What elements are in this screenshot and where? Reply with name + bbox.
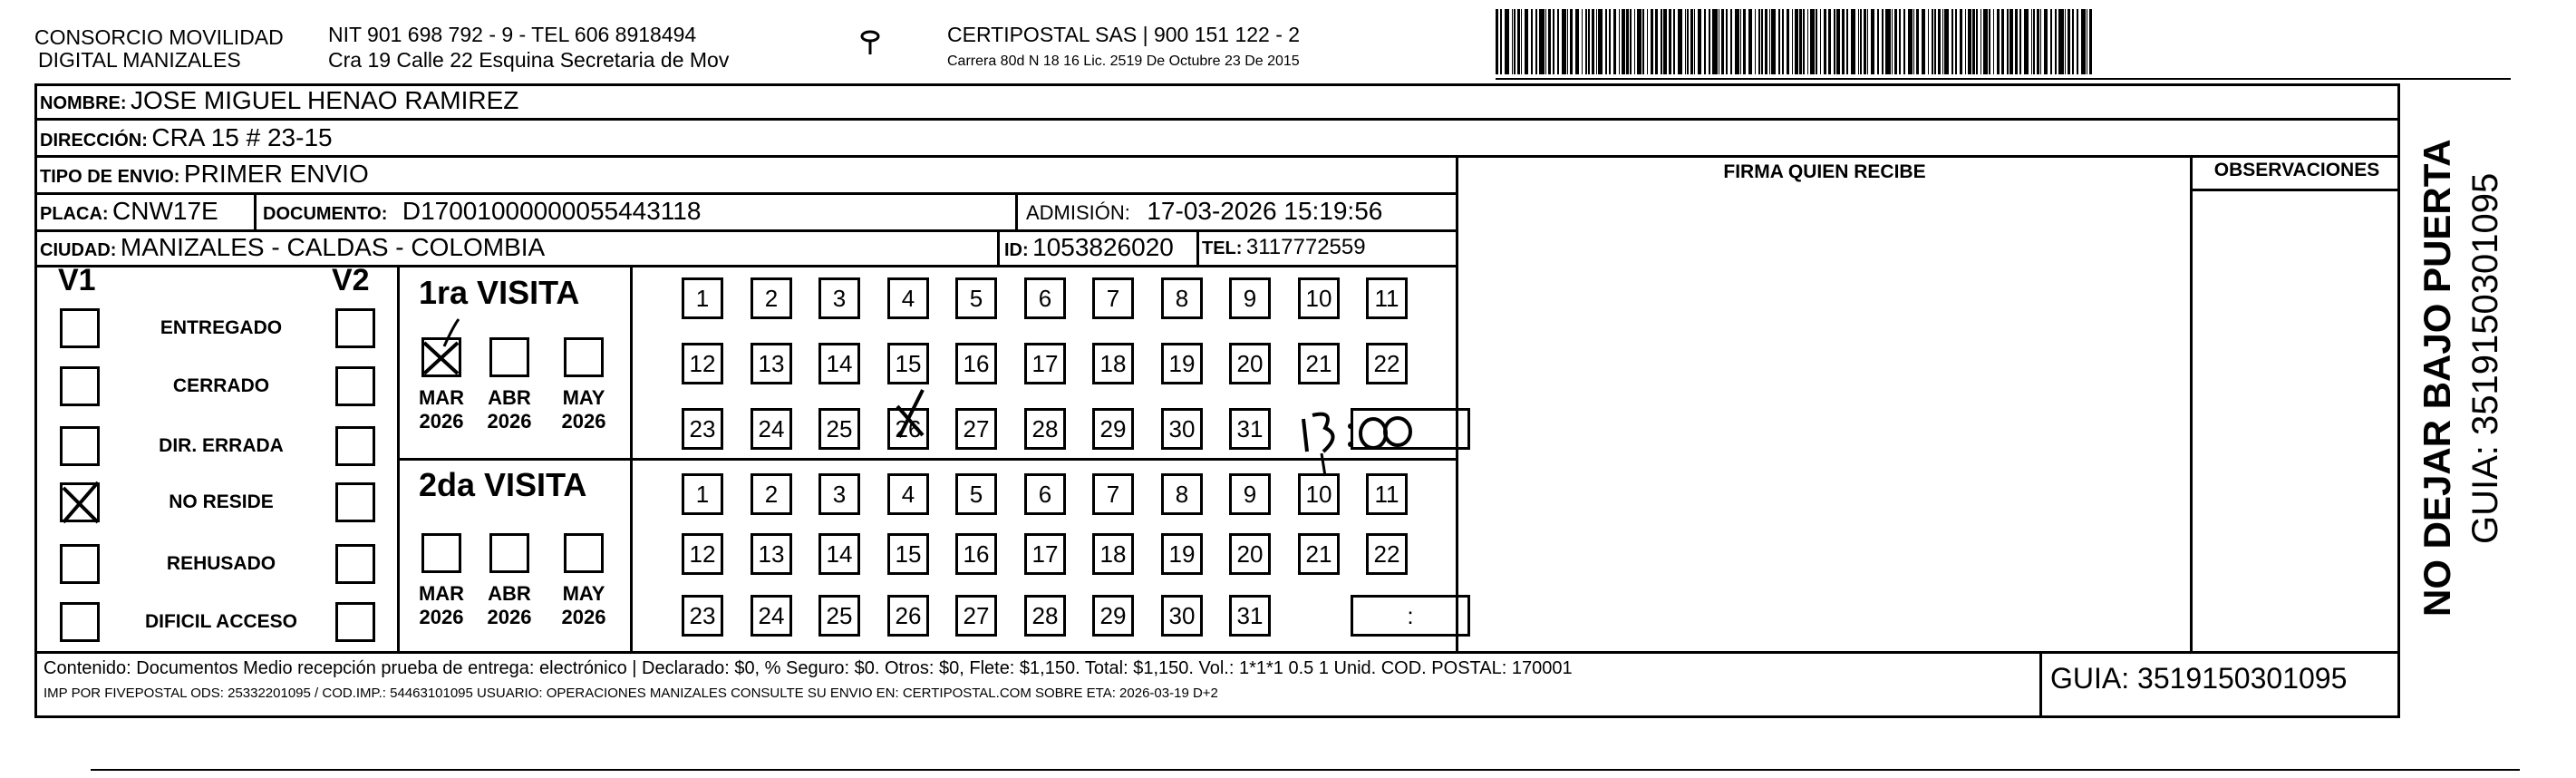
day-box[interactable]: 31 <box>1229 595 1271 637</box>
tipo-label: TIPO DE ENVIO: <box>40 167 180 187</box>
tel-label: TEL: <box>1202 238 1243 258</box>
day-box[interactable]: 2 <box>751 277 792 319</box>
day-box[interactable]: 10 <box>1298 277 1340 319</box>
day-box[interactable]: 22 <box>1366 533 1408 575</box>
company-name-line2: DIGITAL MANIZALES <box>38 48 241 72</box>
day-box[interactable]: 11 <box>1366 277 1408 319</box>
day-box[interactable]: 31 <box>1229 408 1271 450</box>
status-label: CERRADO <box>172 375 270 396</box>
month-name: MAR <box>418 582 465 605</box>
no-dejar-warning: NO DEJAR BAJO PUERTA <box>2416 139 2458 617</box>
day-box[interactable]: 20 <box>1229 533 1271 575</box>
month-name: MAY <box>562 386 605 409</box>
day-box[interactable]: 26 <box>887 595 929 637</box>
documento-value: D17001000000055443118 <box>402 197 702 225</box>
status-label: DIR. ERRADA <box>159 435 284 456</box>
day-box[interactable]: 11 <box>1366 473 1408 515</box>
day-box[interactable]: 14 <box>818 343 860 384</box>
month-year: 2026 <box>561 410 606 433</box>
admision-value: 17-03-2026 15:19:56 <box>1147 197 1383 225</box>
status-label: ENTREGADO <box>160 317 283 338</box>
day-box[interactable]: 12 <box>682 533 723 575</box>
day-box[interactable]: 13 <box>751 343 792 384</box>
handwritten-time <box>1303 414 1410 476</box>
month-name: ABR <box>488 582 531 605</box>
status-label: DIFICIL ACCESO <box>144 611 297 632</box>
company-name-line1: CONSORCIO MOVILIDAD <box>34 25 284 49</box>
placa-value: CNW17E <box>112 197 218 225</box>
firma-header: FIRMA QUIEN RECIBE <box>1723 161 1926 182</box>
day-box[interactable]: 8 <box>1161 473 1203 515</box>
v1-header: V1 <box>58 263 96 297</box>
month-year: 2026 <box>419 606 464 628</box>
bottom-rule <box>91 769 2520 771</box>
day-box[interactable]: 21 <box>1298 533 1340 575</box>
day-box[interactable]: 27 <box>955 408 997 450</box>
admision-label: ADMISIÓN: <box>1026 201 1130 224</box>
day-box[interactable]: 30 <box>1161 595 1203 637</box>
day-box[interactable]: 28 <box>1024 595 1066 637</box>
month-year: 2026 <box>487 410 532 433</box>
day-box[interactable]: 4 <box>887 473 929 515</box>
v2-header: V2 <box>332 263 370 297</box>
day-box[interactable]: 1 <box>682 473 723 515</box>
day-box[interactable]: 9 <box>1229 473 1271 515</box>
day-box[interactable]: 30 <box>1161 408 1203 450</box>
day-box[interactable]: 5 <box>955 277 997 319</box>
visit2-title: 2da VISITA <box>419 466 587 503</box>
direccion-value: CRA 15 # 23-15 <box>151 123 333 151</box>
nombre-label: NOMBRE: <box>40 93 127 113</box>
day-box[interactable]: 29 <box>1092 408 1134 450</box>
day-box[interactable]: 10 <box>1298 473 1340 515</box>
day-box[interactable]: 7 <box>1092 473 1134 515</box>
documento-label: DOCUMENTO: <box>263 204 388 224</box>
day-box[interactable]: 3 <box>818 473 860 515</box>
ciudad-label: CIUDAD: <box>40 240 117 260</box>
check-mark-icon <box>63 482 98 522</box>
day-box[interactable]: 13 <box>751 533 792 575</box>
day-box[interactable]: 23 <box>682 408 723 450</box>
day-box[interactable]: 23 <box>682 595 723 637</box>
status-label: REHUSADO <box>166 553 276 574</box>
id-label: ID: <box>1004 240 1029 260</box>
month-year: 2026 <box>487 606 532 628</box>
day-box[interactable]: 16 <box>955 343 997 384</box>
carrier-address: Carrera 80d N 18 16 Lic. 2519 De Octubre 23 De 2015 <box>947 53 1300 69</box>
day-box[interactable]: 17 <box>1024 533 1066 575</box>
month-year: 2026 <box>419 410 464 433</box>
day-box[interactable]: 1 <box>682 277 723 319</box>
day-box[interactable]: 22 <box>1366 343 1408 384</box>
day-box[interactable]: 15 <box>887 343 929 384</box>
day-box[interactable]: 8 <box>1161 277 1203 319</box>
day-box[interactable]: 18 <box>1092 533 1134 575</box>
day-box[interactable]: 9 <box>1229 277 1271 319</box>
day-box[interactable]: 28 <box>1024 408 1066 450</box>
tel-value: 3117772559 <box>1245 235 1366 259</box>
day-box[interactable]: 24 <box>751 408 792 450</box>
day-box[interactable]: 4 <box>887 277 929 319</box>
day-box[interactable]: 7 <box>1092 277 1134 319</box>
id-value: 1053826020 <box>1032 233 1174 261</box>
day-box[interactable]: 26 <box>887 408 929 450</box>
footer-guia: GUIA: 3519150301095 <box>2050 662 2348 695</box>
time-box[interactable]: : <box>1351 595 1470 637</box>
nombre-value: JOSE MIGUEL HENAO RAMIREZ <box>131 86 519 114</box>
address-line: Cra 19 Calle 22 Esquina Secretaria de Mov <box>328 48 730 72</box>
direccion-label: DIRECCIÓN: <box>40 131 148 151</box>
day-box[interactable]: 6 <box>1024 277 1066 319</box>
ciudad-value: MANIZALES - CALDAS - COLOMBIA <box>120 233 546 261</box>
day-box[interactable]: 16 <box>955 533 997 575</box>
month-name: ABR <box>488 386 531 409</box>
footer-imp: IMP POR FIVEPOSTAL ODS: 25332201095 / COD.IMP.: 54463101095 USUARIO: OPERACIONES MANIZALES CONSULTE SU ENVIO EN: CERTIPOSTAL.COM SOBRE ETA: 2026-03-19 D+2 <box>44 686 1218 701</box>
day-box[interactable]: 18 <box>1092 343 1134 384</box>
day-box[interactable]: 19 <box>1161 533 1203 575</box>
day-box[interactable]: 14 <box>818 533 860 575</box>
month-name: MAR <box>418 386 465 409</box>
day-box[interactable]: 25 <box>818 595 860 637</box>
day-box[interactable]: 6 <box>1024 473 1066 515</box>
day-box[interactable]: 17 <box>1024 343 1066 384</box>
day-box[interactable]: 25 <box>818 408 860 450</box>
day-box[interactable]: 15 <box>887 533 929 575</box>
observaciones-header: OBSERVACIONES <box>2213 160 2380 180</box>
day-box[interactable]: 3 <box>818 277 860 319</box>
day-box[interactable]: 2 <box>751 473 792 515</box>
visit1-title: 1ra VISITA <box>419 274 580 311</box>
day-box[interactable]: 19 <box>1161 343 1203 384</box>
month-name: MAY <box>562 582 605 605</box>
footer-content: Contenido: Documentos Medio recepción prueba de entrega: electrónico | Declarado: $0, % Seguro: $0. Otros: $0, Flete: $1,150. Total: $1,150. Vol.: 1*1*1 0.5 1 Unid. COD. POSTAL: 170001 <box>44 658 1573 678</box>
day-box[interactable]: 20 <box>1229 343 1271 384</box>
nit-line: NIT 901 698 792 - 9 - TEL 606 8918494 <box>328 23 697 46</box>
tipo-value: PRIMER ENVIO <box>183 160 369 188</box>
month-year: 2026 <box>561 606 606 628</box>
carrier-line: CERTIPOSTAL SAS | 900 151 122 - 2 <box>947 23 1301 46</box>
status-label: NO RESIDE <box>169 491 274 512</box>
day-box[interactable]: 5 <box>955 473 997 515</box>
check-mark-icon <box>424 319 459 374</box>
check-mark-icon <box>897 390 923 437</box>
placa-label: PLACA: <box>40 204 109 224</box>
day-box[interactable]: 24 <box>751 595 792 637</box>
day-box[interactable]: 21 <box>1298 343 1340 384</box>
day-box[interactable]: 27 <box>955 595 997 637</box>
side-guia: GUIA: 3519150301095 <box>2465 172 2505 544</box>
day-box[interactable]: 12 <box>682 343 723 384</box>
day-box[interactable]: 29 <box>1092 595 1134 637</box>
